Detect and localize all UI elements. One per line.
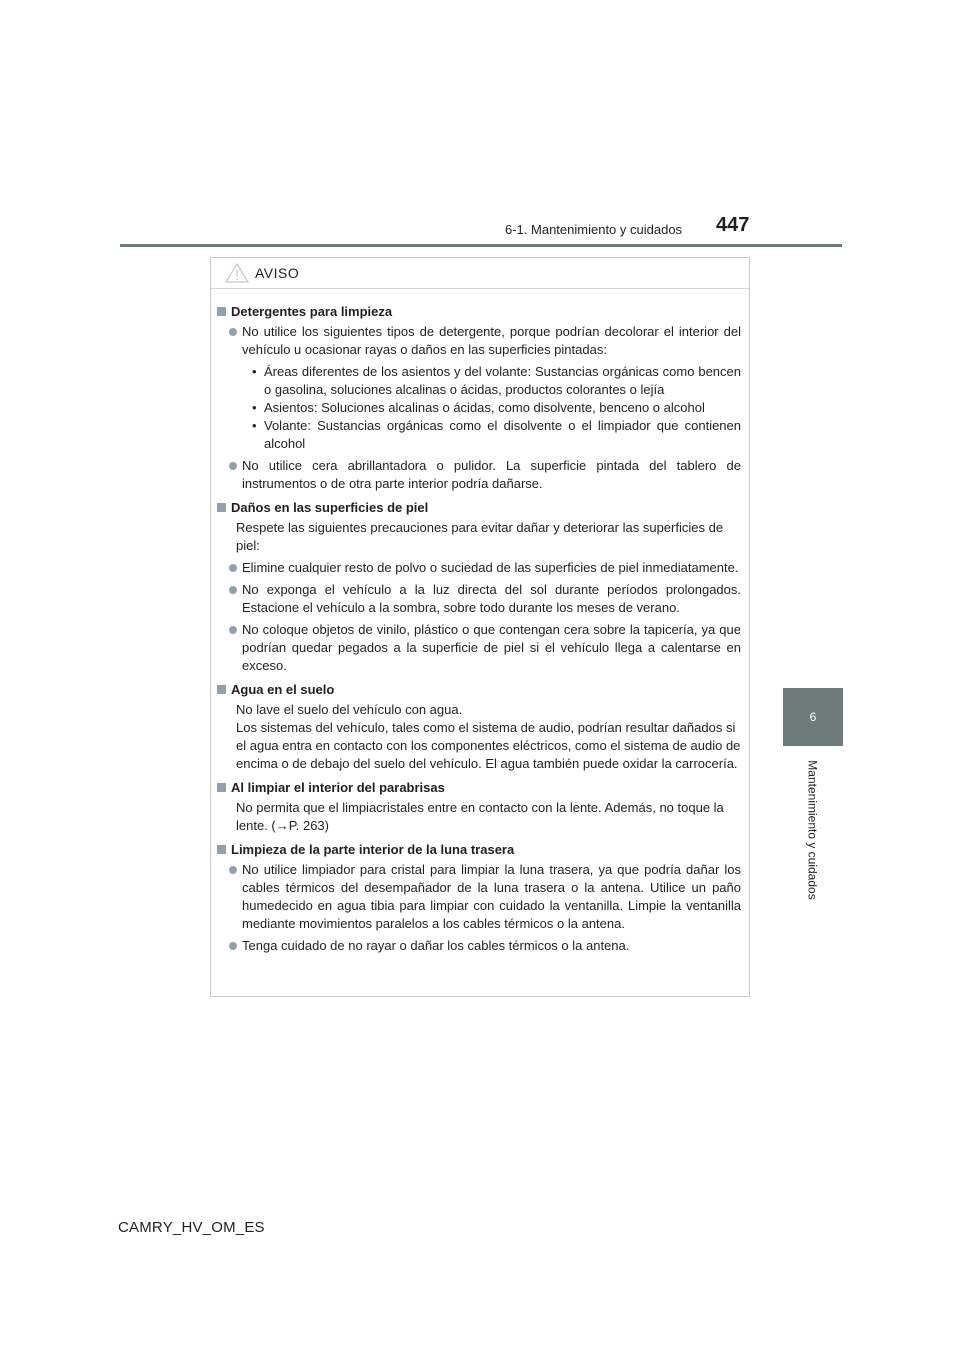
bullet-text: Elimine cualquier resto de polvo o suciedad de las superficies de piel inmediatamente. — [242, 560, 739, 575]
heading-text: Limpieza de la parte interior de la luna trasera — [231, 842, 515, 857]
paragraph: No permita que el limpiacristales entre en contacto con la lente. Además, no toque la lente. (→P. 263) — [236, 800, 724, 833]
list-item — [217, 457, 741, 493]
paragraph: No lave el suelo del vehículo con agua. — [236, 702, 463, 717]
chapter-number: 6 — [809, 710, 817, 724]
chapter-tab — [783, 688, 843, 746]
list-item — [217, 621, 741, 675]
square-bullet-icon — [217, 503, 226, 512]
bullet-text: No coloque objetos de vinilo, plástico o que contengan cera sobre la tapicería, ya que podrían quedar pegados a la superficie de piel si el vehículo llega a calentarse en exceso. — [242, 622, 741, 673]
square-bullet-icon — [217, 685, 226, 694]
heading-luna-trasera — [217, 841, 741, 859]
square-bullet-icon — [217, 307, 226, 316]
warning-body — [211, 289, 749, 955]
heading-detergentes — [217, 303, 741, 321]
heading-text: Daños en las superficies de piel — [231, 500, 429, 515]
square-bullet-icon — [217, 845, 226, 854]
heading-text: Detergentes para limpieza — [231, 304, 393, 319]
sub-text: Asientos: Soluciones alcalinas o ácidas, como disolvente, benceno o alcohol — [264, 400, 705, 415]
page-number: 447 — [716, 214, 750, 236]
warning-triangle-icon — [225, 263, 249, 283]
list-item — [217, 937, 741, 955]
circle-bullet-icon — [229, 866, 237, 874]
heading-text: Agua en el suelo — [231, 682, 335, 697]
circle-bullet-icon — [229, 942, 237, 950]
circle-bullet-icon — [229, 462, 237, 470]
paragraph: Los sistemas del vehículo, tales como el sistema de audio, podrían resultar dañados si el agua entra en contacto con los componentes eléctricos, como el sistema de audio de encima o de debajo del suelo del vehículo. El agua también puede oxidar la carrocería. — [236, 720, 741, 771]
list-item — [217, 861, 741, 933]
circle-bullet-icon — [229, 328, 237, 336]
heading-piel — [217, 499, 741, 517]
sub-item: • Asientos: Soluciones alcalinas o ácidas, como disolvente, benceno o alcohol — [217, 399, 741, 417]
heading-text: Al limpiar el interior del parabrisas — [231, 780, 445, 795]
warning-title: AVISO — [255, 265, 300, 281]
circle-bullet-icon — [229, 626, 237, 634]
heading-parabrisas — [217, 779, 741, 797]
bullet-text: No utilice cera abrillantadora o pulidor. La superficie pintada del tablero de instrumentos o de otra parte interior podría dañarse. — [242, 458, 741, 491]
sub-text: Áreas diferentes de los asientos y del volante: Sustancias orgánicas como bencen o gasolina, soluciones alcalinas o ácidas, productos colorantes o lejía — [264, 364, 741, 397]
bullet-text: No utilice los siguientes tipos de detergente, porque podrían decolorar el interior del vehículo u ocasionar rayas o daños en las superficies pintadas: — [242, 324, 741, 357]
sub-text: Volante: Sustancias orgánicas como el disolvente o el limpiador que contienen alcohol — [264, 418, 741, 451]
paragraph: Respete las siguientes precauciones para evitar dañar y deteriorar las superficies de piel: — [236, 520, 724, 553]
square-bullet-icon — [217, 783, 226, 792]
chapter-side-label — [783, 755, 843, 905]
circle-bullet-icon — [229, 564, 237, 572]
chapter-title: Mantenimiento y cuidados — [806, 760, 821, 900]
list-item — [217, 323, 741, 359]
sub-item: • Volante: Sustancias orgánicas como el disolvente o el limpiador que contienen alcohol — [252, 418, 741, 451]
bullet-text: No utilice limpiador para cristal para limpiar la luna trasera, ya que podría dañar los cables térmicos del desempañador de la luna trasera o la antena. Utilice un paño humedecido en agua tibia para limpiar con cuidado la ventanilla. Limpie la ventanilla mediante movimientos paralelos a los cables térmicos o la antena. — [242, 862, 741, 931]
warning-header — [211, 258, 749, 289]
heading-agua — [217, 681, 741, 699]
bullet-text: Tenga cuidado de no rayar o dañar los cables térmicos o la antena. — [242, 938, 630, 953]
section-title: 6-1. Mantenimiento y cuidados — [505, 222, 683, 237]
circle-bullet-icon — [229, 586, 237, 594]
bullet-text: No exponga el vehículo a la luz directa del sol durante períodos prolongados. Estacione el vehículo a la sombra, sobre todo durante los meses de verano. — [242, 582, 741, 615]
header-rule — [120, 244, 842, 247]
sub-item: • Áreas diferentes de los asientos y del volante: Sustancias orgánicas como bencen o gasolina, soluciones alcalinas o ácidas, productos colorantes o lejía — [252, 364, 741, 397]
warning-box — [210, 257, 750, 997]
footer-code: CAMRY_HV_OM_ES — [118, 1219, 265, 1236]
list-item — [217, 581, 741, 617]
list-item — [217, 559, 741, 577]
